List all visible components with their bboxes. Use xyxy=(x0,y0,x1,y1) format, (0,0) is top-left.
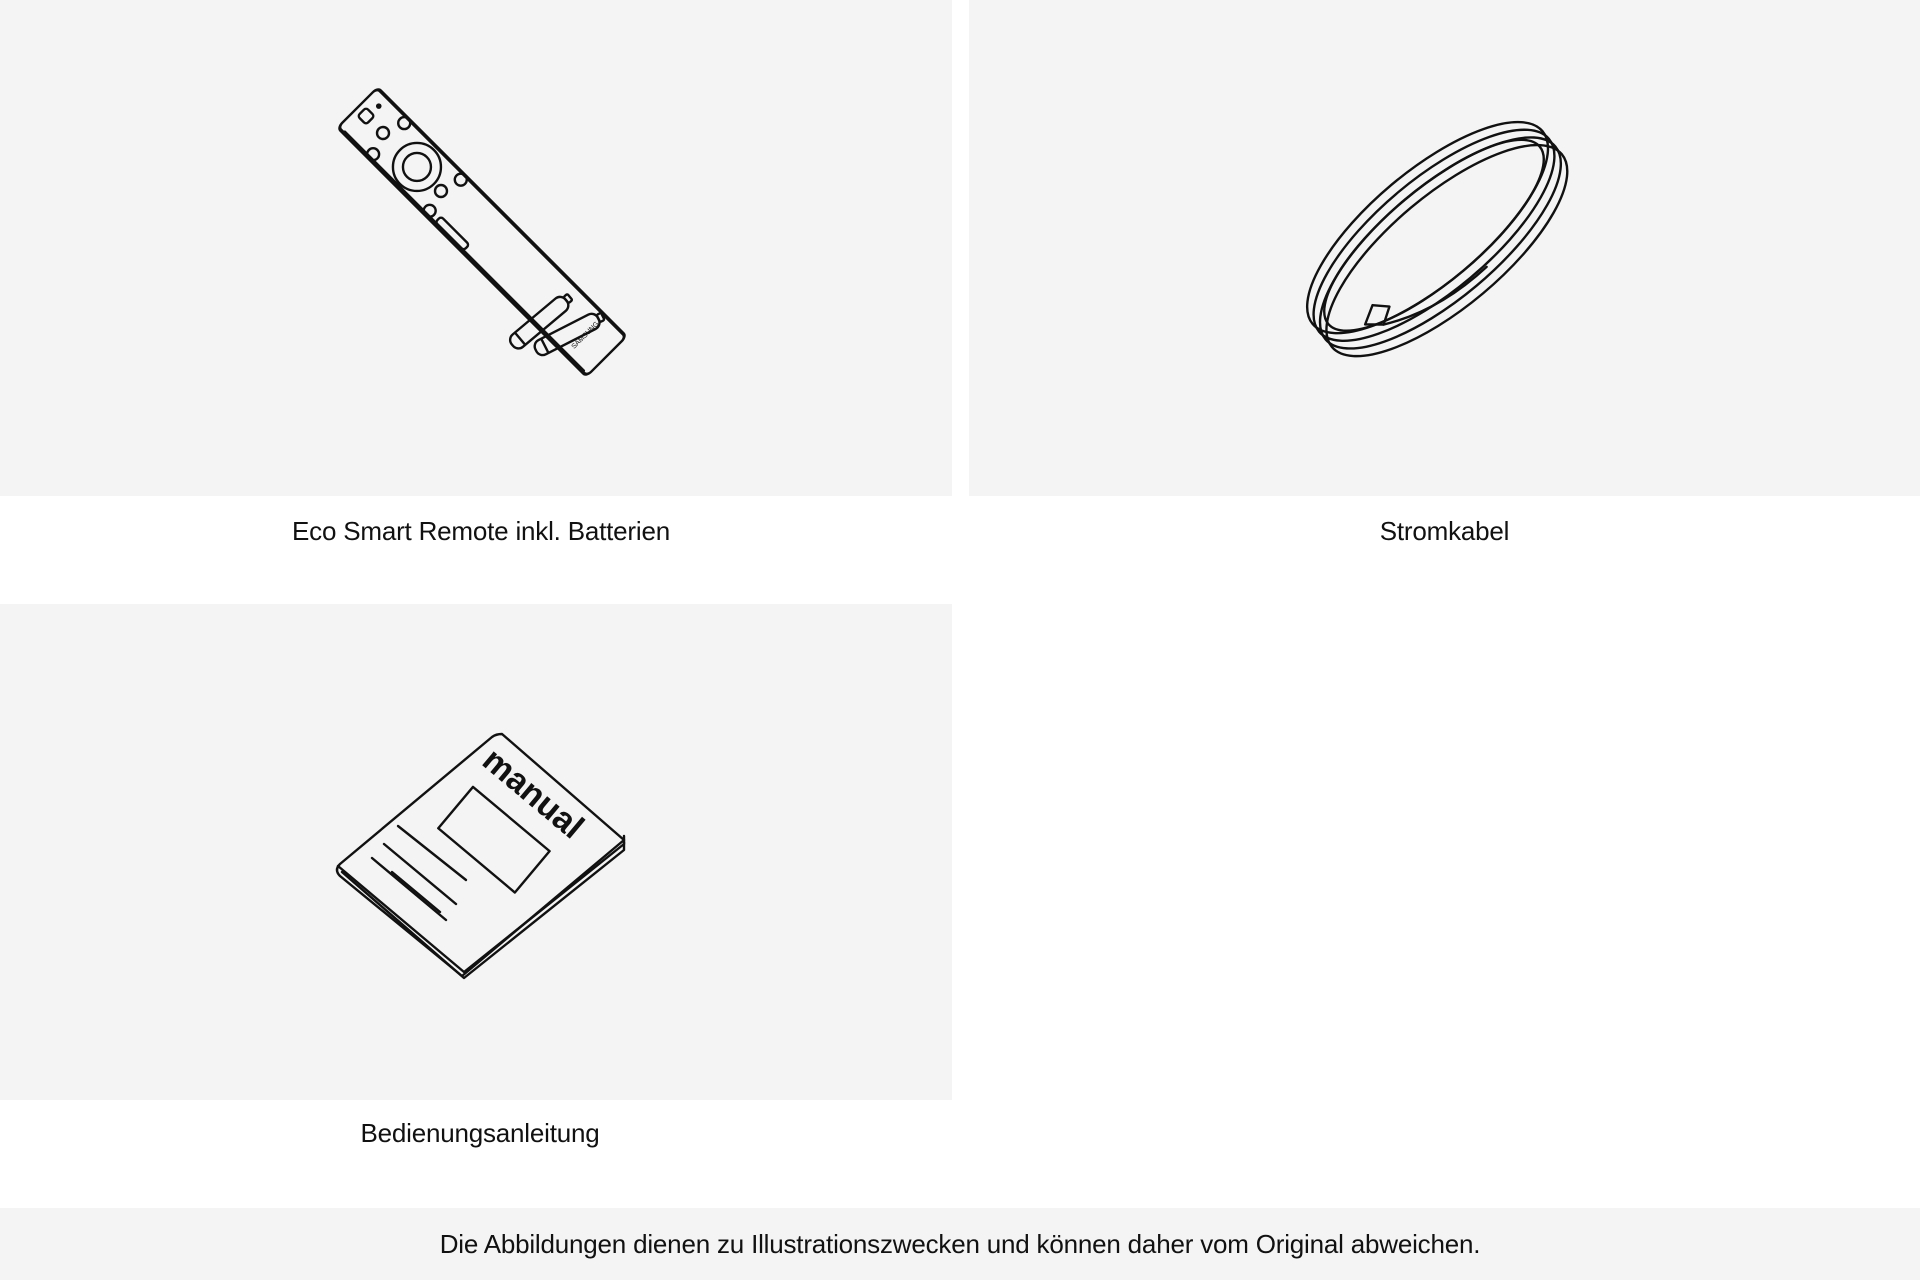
manual-cover-title: manual xyxy=(475,740,591,847)
power-cable-icon xyxy=(969,0,1920,496)
accessory-caption: Eco Smart Remote inkl. Batterien xyxy=(292,516,670,546)
disclaimer-text: Die Abbildungen dienen zu Illustrationszwecken und können daher vom Original abweichen. xyxy=(439,1228,1481,1259)
remote-control-with-batteries-icon xyxy=(0,0,952,496)
accessory-caption: Bedienungsanleitung xyxy=(360,1118,600,1148)
accessory-card-manual xyxy=(0,604,952,1204)
disclaimer-bar xyxy=(0,1208,1920,1280)
accessory-card-power-cable xyxy=(969,0,1920,600)
accessory-card-remote xyxy=(0,0,952,600)
accessory-caption: Stromkabel xyxy=(1379,516,1510,546)
brand-logo: SAMSUNG xyxy=(570,320,601,351)
manual-booklet-icon xyxy=(0,604,952,1100)
